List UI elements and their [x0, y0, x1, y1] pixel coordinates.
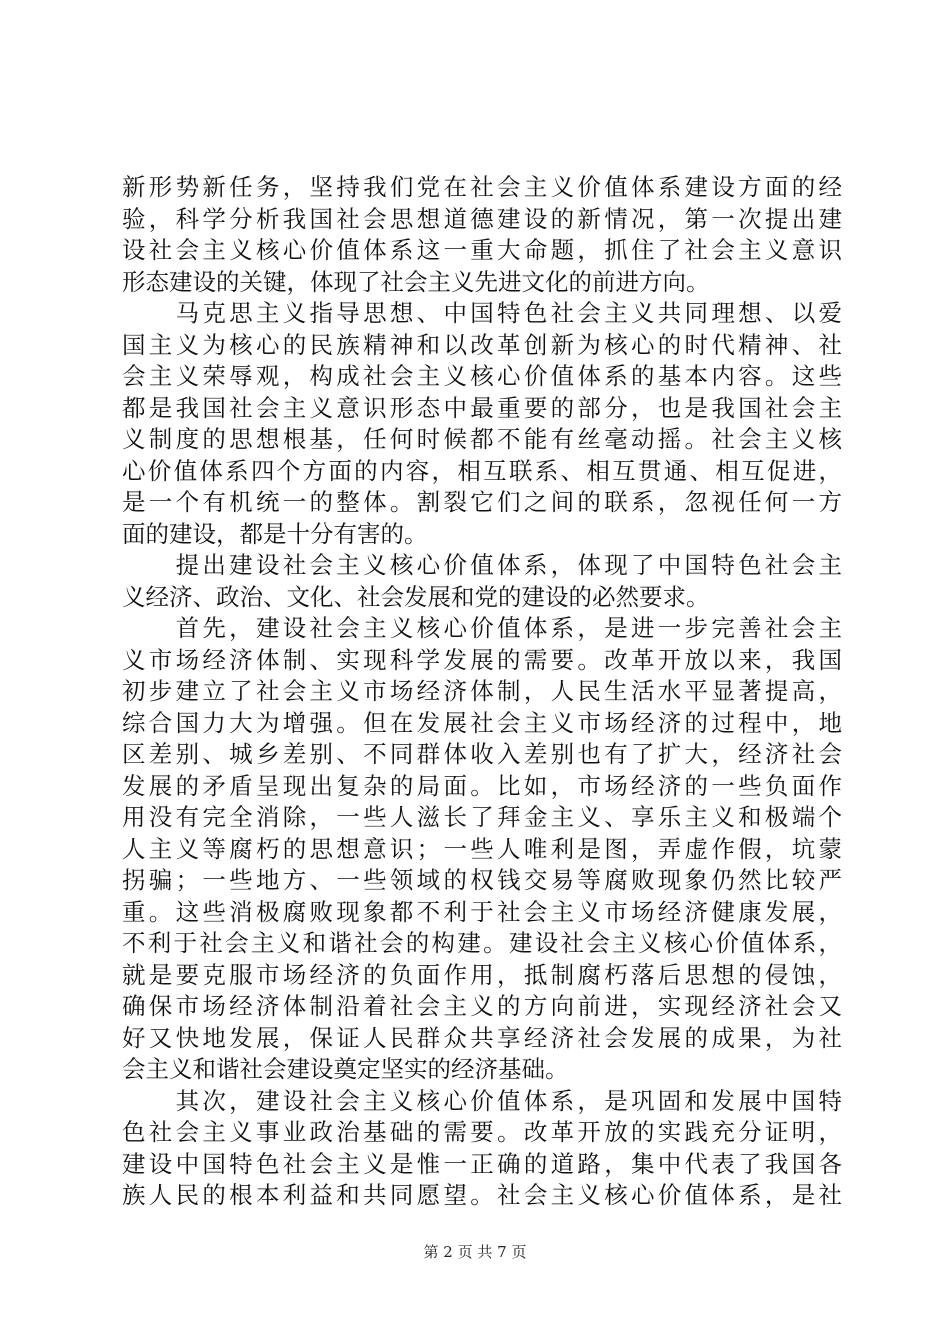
text-line: 族人民的根本利益和共同愿望。社会主义核心价值体系，是社	[122, 1181, 842, 1209]
text-line: 设社会主义核心价值体系这一重大命题，抓住了社会主义意识	[122, 236, 842, 264]
text-line: 义经济、政治、文化、社会发展和党的建设的必然要求。	[122, 582, 710, 611]
text-line: 不利于社会主义和谐社会的构建。建设社会主义核心价值体系，	[122, 929, 842, 957]
text-line: 就是要克服市场经济的负面作用，抵制腐朽落后思想的侵蚀，	[122, 960, 842, 989]
text-line: 重。这些消极腐败现象都不利于社会主义市场经济健康发展，	[122, 897, 842, 926]
text-line: 心价值体系四个方面的内容，相互联系、相互贯通、相互促进，	[122, 456, 842, 485]
text-line: 面的建设，都是十分有害的。	[122, 519, 428, 548]
text-line: 义市场经济体制、实现科学发展的需要。改革开放以来，我国	[122, 645, 842, 674]
text-line: 是一个有机统一的整体。割裂它们之间的联系，忽视任何一方	[122, 488, 842, 516]
document-body	[122, 172, 842, 1212]
text-line: 发展的矛盾呈现出复杂的局面。比如，市场经济的一些负面作	[122, 771, 842, 800]
text-line: 用没有完全消除，一些人滋长了拜金主义、享乐主义和极端个	[122, 803, 842, 831]
text-line: 区差别、城乡差别、不同群体收入差别也有了扩大，经济社会	[122, 740, 842, 768]
text-line: 初步建立了社会主义市场经济体制，人民生活水平显著提高，	[122, 677, 842, 705]
text-line: 国主义为核心的民族精神和以改革创新为核心的时代精神、社	[122, 330, 842, 359]
text-line: 其次，建设社会主义核心价值体系，是巩固和发展中国特	[122, 1086, 842, 1115]
text-line: 人主义等腐朽的思想意识；一些人唯利是图，弄虚作假，坑蒙	[122, 834, 842, 863]
text-line: 形态建设的关键，体现了社会主义先进文化的前进方向。	[122, 267, 710, 296]
text-line: 首先，建设社会主义核心价值体系，是进一步完善社会主	[122, 614, 842, 642]
text-line: 确保市场经济体制沿着社会主义的方向前进，实现经济社会又	[122, 992, 842, 1020]
text-line: 义制度的思想根基，任何时候都不能有丝毫动摇。社会主义核	[122, 425, 842, 453]
text-line: 色社会主义事业政治基础的需要。改革开放的实践充分证明，	[122, 1118, 842, 1146]
text-line: 提出建设社会主义核心价值体系，体现了中国特色社会主	[122, 551, 842, 579]
text-line: 综合国力大为增强。但在发展社会主义市场经济的过程中，地	[122, 708, 842, 737]
text-line: 会主义荣辱观，构成社会主义核心价值体系的基本内容。这些	[122, 362, 842, 390]
page-footer: 第 2 页 共 7 页	[423, 1243, 527, 1261]
text-line: 新形势新任务，坚持我们党在社会主义价值体系建设方面的经	[122, 173, 842, 201]
text-line: 验，科学分析我国社会思想道德建设的新情况，第一次提出建	[122, 204, 842, 233]
text-line: 马克思主义指导思想、中国特色社会主义共同理想、以爱	[122, 299, 842, 327]
text-line: 好又快地发展，保证人民群众共享经济社会发展的成果，为社	[122, 1023, 842, 1052]
text-line: 都是我国社会主义意识形态中最重要的部分，也是我国社会主	[122, 393, 842, 422]
text-line: 建设中国特色社会主义是惟一正确的道路，集中代表了我国各	[122, 1149, 842, 1178]
text-line: 拐骗；一些地方、一些领域的权钱交易等腐败现象仍然比较严	[122, 866, 842, 894]
text-line: 会主义和谐社会建设奠定坚实的经济基础。	[122, 1055, 569, 1083]
